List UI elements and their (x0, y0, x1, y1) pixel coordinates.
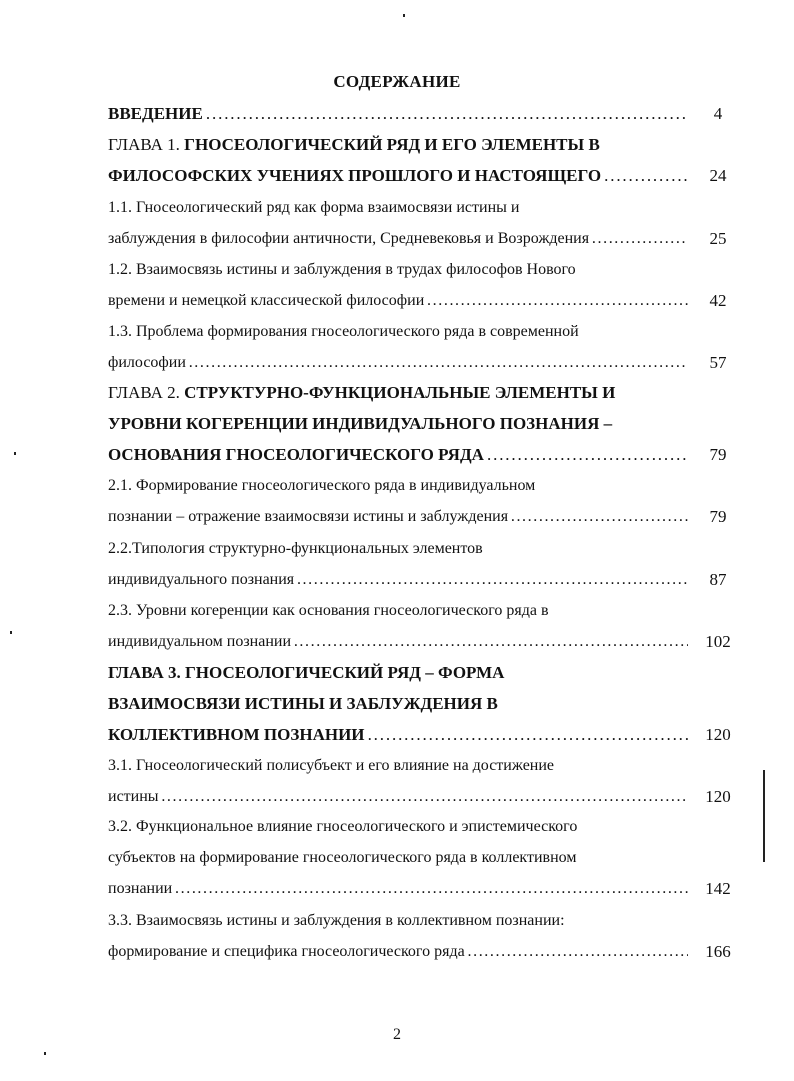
toc-line (108, 412, 688, 436)
toc-line (108, 940, 688, 964)
toc-line (108, 785, 688, 809)
toc-line (108, 351, 688, 375)
toc-page-number: 25 (709, 229, 727, 248)
toc-text: индивидуальном познании (108, 633, 292, 650)
toc-text: ВВЕДЕНИЕ (108, 104, 203, 123)
toc-text: 2.3. Уровни когеренции как основания гносеологического ряда в (108, 602, 549, 619)
toc-text: ГЛАВА 3. ГНОСЕОЛОГИЧЕСКИЙ РЯД – ФОРМА (108, 663, 505, 682)
toc-page-number: 79 (709, 445, 727, 464)
toc-text: ВЗАИМОСВЯЗИ ИСТИНЫ И ЗАБЛУЖДЕНИЯ В (108, 694, 498, 713)
toc-line (108, 754, 688, 778)
toc-page-number: 79 (709, 507, 727, 526)
toc-text: ФИЛОСОФСКИХ УЧЕНИЯХ ПРОШЛОГО И НАСТОЯЩЕГО (108, 166, 602, 185)
scan-mark (403, 14, 405, 17)
toc-line (108, 568, 688, 592)
dot-leader (508, 508, 688, 525)
toc-page-number: 142 (705, 879, 731, 898)
toc-line (108, 692, 688, 716)
page-number: 2 (393, 1026, 401, 1043)
toc-line (108, 877, 688, 901)
toc-text: истины (108, 788, 159, 805)
toc-text: познании – отражение взаимосвязи истины и заблуждения (108, 508, 509, 525)
toc-page-number: 166 (705, 942, 731, 961)
toc-text: 3.2. Функциональное влияние гносеологического и эпистемического (108, 818, 578, 835)
toc-text: 1.1. Гносеологический ряд как форма взаимосвязи истины и (108, 199, 520, 216)
dot-leader (203, 104, 688, 123)
dot-leader (186, 354, 688, 371)
page-title: СОДЕРЖАНИЕ (333, 72, 461, 91)
toc-line (108, 909, 688, 933)
dot-leader (291, 633, 688, 650)
dot-leader (589, 230, 688, 247)
toc-text: 1.2. Взаимосвязь истины и заблуждения в трудах философов Нового (108, 261, 576, 278)
toc-page-number: 42 (709, 291, 727, 310)
toc-line (108, 723, 688, 747)
toc-text: формирование и специфика гносеологического ряда (108, 943, 465, 960)
dot-leader (484, 445, 688, 464)
toc-text: ГЛАВА 1. (108, 135, 185, 154)
toc-line (108, 196, 688, 220)
toc-line (108, 474, 688, 498)
toc-page-number: 102 (705, 632, 731, 651)
scan-mark (14, 452, 16, 455)
toc-text: заблуждения в философии античности, Средневековья и Возрождения (108, 230, 590, 247)
toc-page-number: 57 (709, 353, 727, 372)
scan-mark (763, 770, 765, 862)
toc-line (108, 258, 688, 282)
toc-line (108, 164, 688, 188)
toc-text: индивидуального познания (108, 571, 295, 588)
toc-line (108, 630, 688, 654)
toc-line (108, 320, 688, 344)
toc-text: УРОВНИ КОГЕРЕНЦИИ ИНДИВИДУАЛЬНОГО ПОЗНАНИЯ – (108, 414, 613, 433)
toc-line (108, 102, 688, 126)
toc-text: философии (108, 354, 186, 371)
toc-page-number: 120 (705, 725, 731, 744)
toc-page-number: 87 (709, 570, 727, 589)
toc-line (108, 133, 688, 157)
toc-line (108, 537, 688, 561)
dot-leader (424, 292, 688, 309)
toc-page-number: 24 (709, 166, 727, 185)
toc-text: познании (108, 880, 173, 897)
toc-text: 3.1. Гносеологический полисубъект и его влияние на достижение (108, 757, 555, 774)
scan-mark (10, 631, 12, 634)
toc-text: 2.1. Формирование гносеологического ряда в индивидуальном (108, 477, 536, 494)
toc-text: 2.2.Типология структурно-функциональных элементов (108, 540, 483, 557)
toc-line (108, 505, 688, 529)
toc-line (108, 227, 688, 251)
toc-text: времени и немецкой классической философии (108, 292, 425, 309)
toc-line (108, 599, 688, 623)
toc-line (108, 815, 688, 839)
toc-text: ГЛАВА 2. (108, 383, 185, 402)
toc-text: КОЛЛЕКТИВНОМ ПОЗНАНИИ (108, 725, 365, 744)
dot-leader (365, 725, 688, 744)
toc-line (108, 381, 688, 405)
toc-text: ОСНОВАНИЯ ГНОСЕОЛОГИЧЕСКОГО РЯДА (108, 445, 484, 464)
toc-page-number: 4 (713, 104, 723, 123)
toc-line (108, 661, 688, 685)
toc-text: субъектов на формирование гносеологического ряда в коллективном (108, 849, 577, 866)
toc-line (108, 846, 688, 870)
toc-page-number: 120 (705, 787, 731, 806)
dot-leader (159, 788, 688, 805)
toc-text: СТРУКТУРНО-ФУНКЦИОНАЛЬНЫЕ ЭЛЕМЕНТЫ И (184, 383, 616, 402)
toc-line (108, 289, 688, 313)
dot-leader (294, 571, 688, 588)
toc-line (108, 443, 688, 467)
toc-text: 1.3. Проблема формирования гносеологического ряда в современной (108, 323, 579, 340)
toc-text: 3.3. Взаимосвязь истины и заблуждения в коллективном познании: (108, 912, 565, 929)
dot-leader (465, 943, 688, 960)
toc-text: ГНОСЕОЛОГИЧЕСКИЙ РЯД И ЕГО ЭЛЕМЕНТЫ В (184, 135, 600, 154)
scan-mark (44, 1052, 46, 1055)
dot-leader (601, 166, 688, 185)
dot-leader (172, 880, 688, 897)
